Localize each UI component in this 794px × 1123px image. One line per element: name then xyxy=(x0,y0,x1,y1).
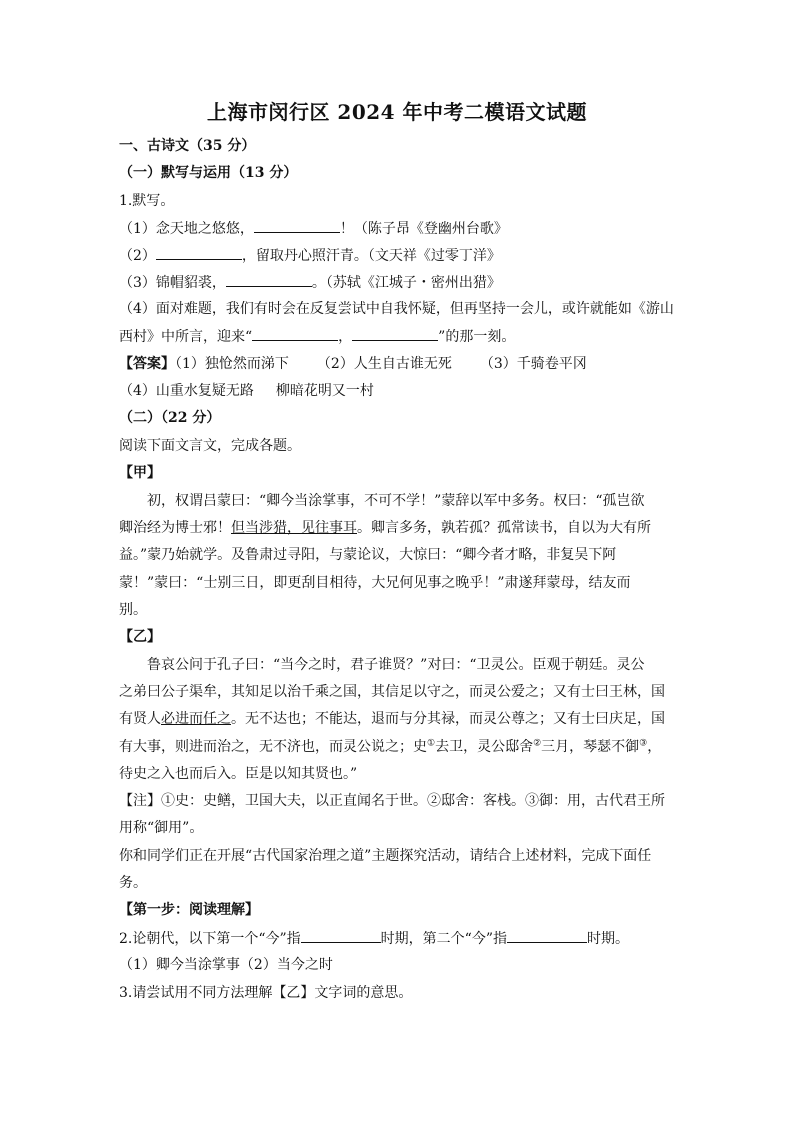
passage-text: ， xyxy=(647,739,662,755)
passage-text: 。卿言多务，孰若孤？孤常读书，自以为大有所 xyxy=(357,520,651,536)
question-1-label: 1.默写。 xyxy=(119,193,175,209)
answer-blank xyxy=(252,326,338,341)
passage-text: 卿治经为博士邪！ xyxy=(119,520,231,536)
footnote-marker: ① xyxy=(427,738,436,749)
passage-text: 有贤人 xyxy=(119,711,161,727)
task-description: 务。 xyxy=(119,875,147,891)
item-text: 西村》中所言，迎来“ xyxy=(119,329,253,345)
answer-blank xyxy=(301,928,381,943)
page-title: 上海市闵行区 2024 年中考二模语文试题 xyxy=(206,100,588,124)
subsection-heading: （一）默写与运用（13 分） xyxy=(119,165,298,181)
answer-1: （1）独怆然而涕下 xyxy=(175,356,289,372)
item-text: （3）锦帽貂裘， xyxy=(119,275,226,291)
answer-tag: 【答案】 xyxy=(119,356,175,372)
item-text: ， xyxy=(338,329,353,345)
answer-blank xyxy=(254,218,340,233)
question-3: 3.请尝试用不同方法理解【乙】文字词的意思。 xyxy=(119,985,413,1001)
passage-jia-line: 初，权谓吕蒙曰：“卿今当涂掌事，不可不学！”蒙辞以军中多务。权曰：“孤岂欲 xyxy=(147,493,645,509)
question-1-item-1 xyxy=(119,218,508,239)
item-text: （1）念天地之悠悠， xyxy=(119,221,254,237)
passage-text: 有大事，则进而治之，无不济也，而灵公说之；史 xyxy=(119,739,427,755)
answer-3: （3）千骑卷平冈 xyxy=(479,356,587,372)
question-2-items: （1）卿今当涂掌事（2）当今之时 xyxy=(119,957,333,973)
passage-jia-line: 别。 xyxy=(119,602,147,618)
passage-yi-line xyxy=(119,709,665,729)
passage-text: 去卫，灵公邸舍 xyxy=(435,739,534,755)
passage-jia-tag: 【甲】 xyxy=(119,465,161,481)
passage-yi-line: 鲁哀公问于孔子曰：“当今之时，君子谁贤？”对曰：“卫灵公。臣观于朝廷。灵公 xyxy=(147,657,645,673)
passage-yi-line: 之弟曰公子渠牟，其知足以治千乘之国，其信足以守之，而灵公爱之；又有士曰王林，国 xyxy=(119,684,665,700)
footnote-marker: ② xyxy=(533,738,542,749)
question-2 xyxy=(119,928,629,949)
passage-yi-tag: 【乙】 xyxy=(119,629,161,645)
answer-4: （4）山重水复疑无路 xyxy=(119,383,254,399)
passage-yi-line xyxy=(119,737,661,757)
answer-blank xyxy=(156,245,242,260)
passage-jia-line: 蒙！”蒙曰：“士别三日，即更刮目相待，大兄何见事之晚乎！”肃遂拜蒙母，结友而 xyxy=(119,575,631,591)
item-text: ！（陈子昂《登幽州台歌》 xyxy=(339,221,508,237)
notes-line: 【注】①史：史鳝，卫国大夫，以正直闻名于世。②邸舍：客栈。③御：用，古代君王所 xyxy=(119,793,665,809)
item-text: 。（苏轼《江城子・密州出猎》 xyxy=(311,275,501,291)
passage-yi-line: 待史之入也而后入。臣是以知其贤也。” xyxy=(119,766,358,782)
answer-blank xyxy=(507,928,587,943)
answer-line-1 xyxy=(119,354,587,374)
section-heading: 一、古诗文（35 分） xyxy=(119,138,256,154)
question-1-item-4: （4）面对难题，我们有时会在反复尝试中自我怀疑，但再坚持一会儿，或许就能如《游山 xyxy=(119,301,674,317)
reading-instruction: 阅读下面文言文，完成各题。 xyxy=(119,438,301,454)
answer-blank xyxy=(226,272,312,287)
answer-blank xyxy=(352,326,438,341)
question-text: 时期，第二个“今”指 xyxy=(380,931,507,947)
answer-2: （2）人生自古谁无死 xyxy=(316,356,452,372)
step-heading: 【第一步：阅读理解】 xyxy=(119,902,259,918)
passage-jia-line: 益。”蒙乃始就学。及鲁肃过寻阳，与蒙论议，大惊曰：“卿今者才略，非复吴下阿 xyxy=(119,547,617,563)
question-1-item-4-cont xyxy=(119,326,515,347)
passage-text: 三月，琴瑟不御 xyxy=(541,739,640,755)
item-text: （2） xyxy=(119,248,156,264)
task-description: 你和同学们正在开展“古代国家治理之道”主题探究活动，请结合上述材料，完成下面任 xyxy=(119,848,652,864)
item-text: ，留取丹心照汗青。（文天祥《过零丁洋》 xyxy=(241,248,501,264)
passage-text: 。无不达也；不能达，退而与分其禄，而灵公尊之；又有士曰庆足，国 xyxy=(231,711,665,727)
notes-line: 用称“御用”。 xyxy=(119,820,204,836)
answer-line-2 xyxy=(119,381,374,401)
item-text: ”的那一刻。 xyxy=(438,329,516,345)
question-text: 时期。 xyxy=(587,931,629,947)
subsection-heading-2: （二）（22 分） xyxy=(119,410,221,426)
question-1-item-2 xyxy=(119,245,501,266)
passage-jia-line xyxy=(119,518,651,538)
answer-4b: 柳暗花明又一村 xyxy=(275,383,374,399)
question-text: 2.论朝代，以下第一个“今”指 xyxy=(119,931,301,947)
underlined-phrase: 必进而任之 xyxy=(161,711,231,727)
underlined-sentence: 但当涉猎，见往事耳 xyxy=(231,520,357,536)
question-1-item-3 xyxy=(119,272,501,293)
footnote-marker: ③ xyxy=(639,738,648,749)
